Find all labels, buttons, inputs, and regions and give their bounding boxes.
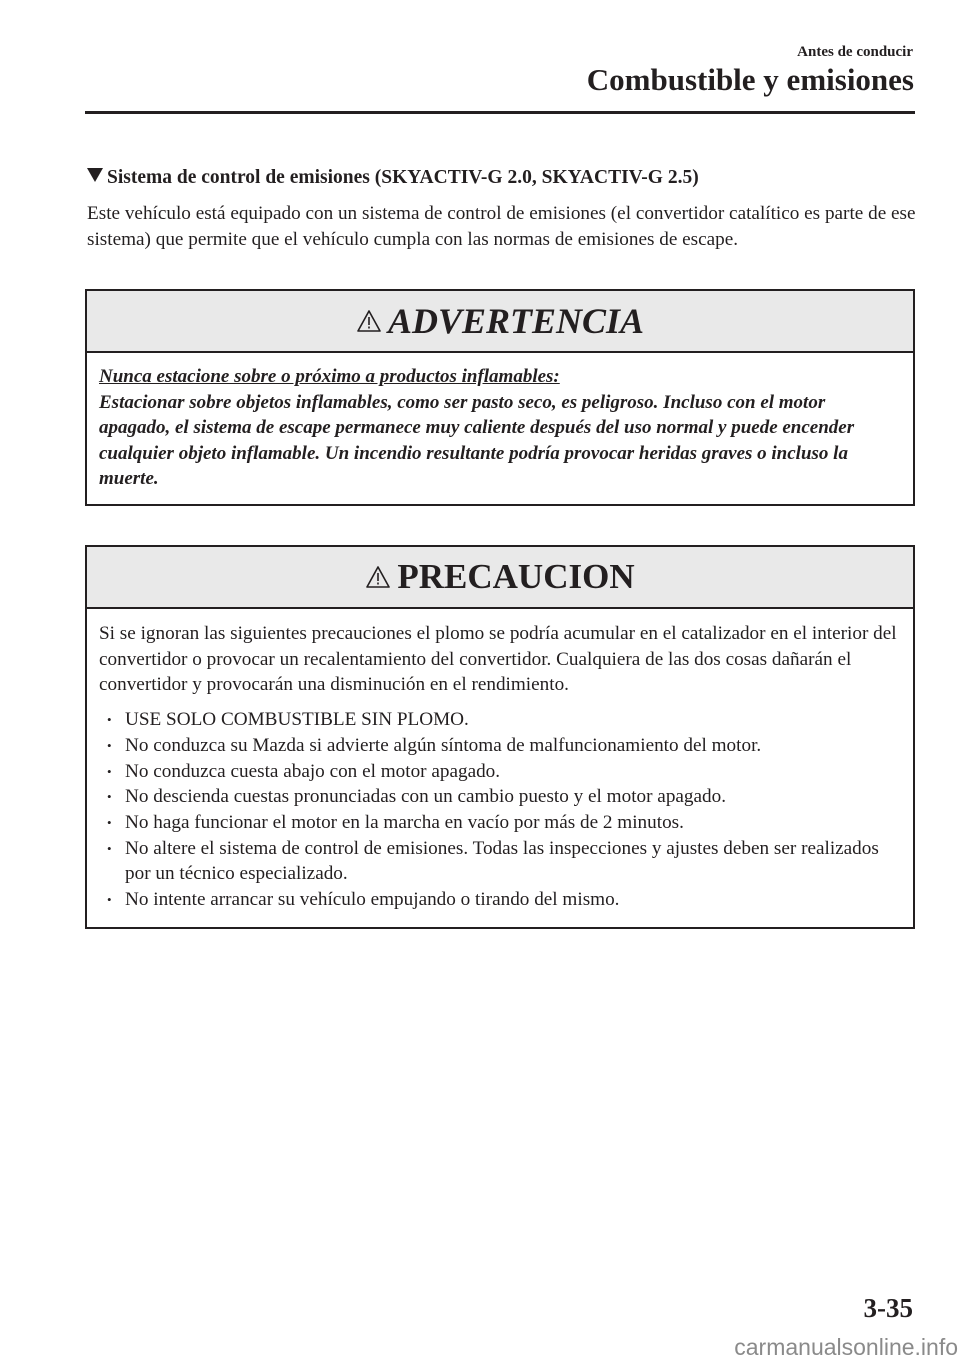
chapter-title: Antes de conducir [797, 44, 913, 60]
caution-text: Si se ignoran las siguientes precauciones el plomo se podría acumular en el catalizador en el interior del convertidor o provocar un recalentamiento del convertidor. Cualquiera de las dos cosas dañarán el convertidor y provocarán una disminución en el rendimiento. [99, 623, 897, 696]
intro-paragraph: Este vehículo está equipado con un sistema de control de emisiones (el convertidor catalítico es parte de ese sistema) que permite que el vehículo cumpla con las normas de emisiones de escape. [87, 203, 916, 250]
warning-title: ADVERTENCIA [387, 301, 645, 341]
watermark: carmanualsonline.info [734, 1334, 958, 1360]
caution-title: PRECAUCION [397, 557, 635, 596]
warning-box [85, 289, 915, 506]
caution-list [99, 707, 901, 913]
list-item: • USE SOLO COMBUSTIBLE SIN PLOMO. [99, 707, 901, 733]
list-item: • No altere el sistema de control de emisiones. Todas las inspecciones y ajustes deben ser realizados por un técnico especializado. [99, 836, 901, 887]
list-item: • No conduzca cuesta abajo con el motor apagado. [99, 759, 901, 785]
warning-triangle-icon [356, 309, 382, 333]
warning-triangle-icon [365, 565, 391, 589]
section-heading-text: Sistema de control de emisiones (SKYACTIV-G 2.0, SKYACTIV-G 2.5) [107, 167, 699, 188]
warning-header [87, 291, 913, 353]
caution-header [87, 547, 913, 609]
list-item: • No haga funcionar el motor en la marcha en vacío por más de 2 minutos. [99, 810, 901, 836]
triangle-marker-icon [87, 168, 103, 182]
warning-text: Estacionar sobre objetos inflamables, como ser pasto seco, es peligroso. Incluso con el motor apagado, el sistema de escape permanece muy caliente después del uso normal y puede encender cualquier objeto inflamable. Un incendio resultante podría provocar heridas graves o incluso la muerte. [99, 391, 855, 490]
section-title: Combustible y emisiones [586, 62, 914, 97]
header-rule [85, 111, 915, 114]
warning-subtitle: Nunca estacione sobre o próximo a productos inflamables: [99, 366, 560, 387]
list-item: • No intente arrancar su vehículo empujando o tirando del mismo. [99, 887, 901, 913]
section-heading [87, 167, 699, 189]
caution-box [85, 545, 915, 929]
list-item: • No descienda cuestas pronunciadas con un cambio puesto y el motor apagado. [99, 784, 901, 810]
list-item: • No conduzca su Mazda si advierte algún síntoma de malfuncionamiento del motor. [99, 733, 901, 759]
page-number: 3-35 [863, 1293, 913, 1323]
